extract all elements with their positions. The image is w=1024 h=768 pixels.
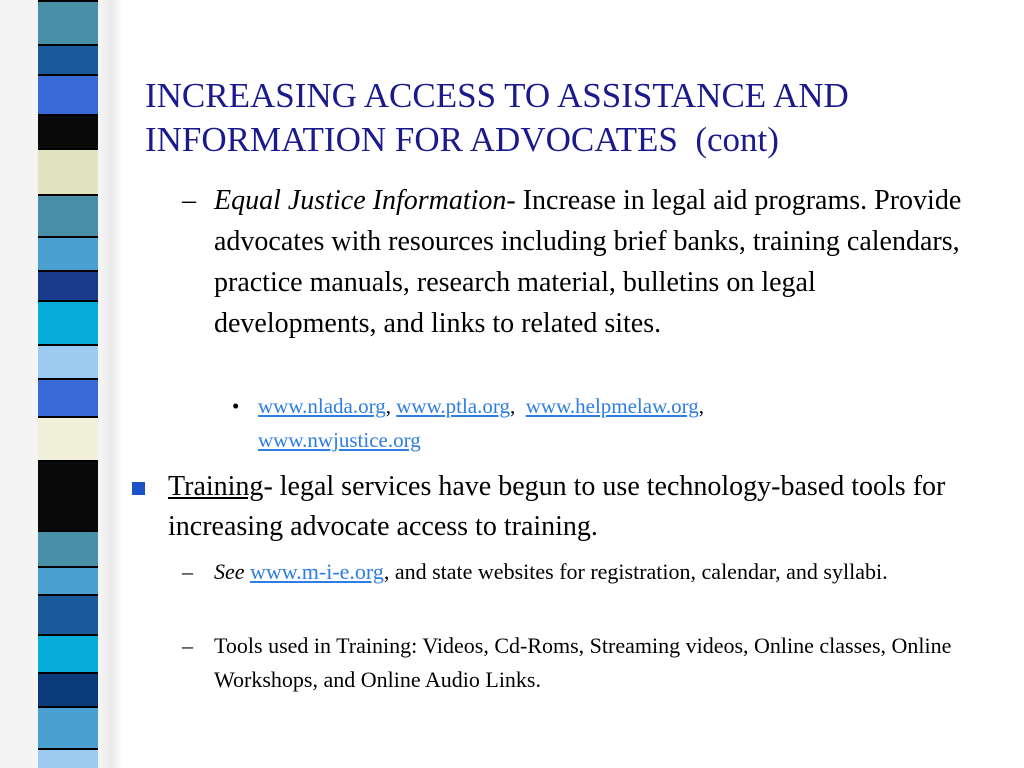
see-label: See — [214, 559, 245, 584]
training-item — [130, 467, 990, 547]
equal-justice-item — [182, 180, 982, 344]
color-bar-segment — [38, 300, 98, 344]
color-bar-segment — [38, 594, 98, 634]
dash-bullet: – — [182, 633, 193, 658]
link-helpmelaw[interactable]: www.helpmelaw.org — [525, 394, 699, 418]
color-bar-segment — [38, 378, 98, 416]
slide-title — [145, 74, 1005, 162]
color-bar-segment — [38, 114, 98, 148]
training-body: - legal services have begun to use technology-based tools for increasing advocate access to training. — [168, 471, 946, 542]
training-see-rest: , and state websites for registration, calendar, and syllabi. — [383, 559, 888, 584]
equal-justice-heading: Equal Justice Information — [214, 185, 507, 216]
square-bullet-icon — [132, 482, 145, 495]
color-bar-segment — [38, 74, 98, 114]
color-bar-segment — [38, 270, 98, 300]
color-bar-segment — [38, 236, 98, 270]
dash-bullet: – — [182, 185, 196, 216]
separator: , — [385, 394, 391, 418]
link-nwjustice[interactable]: www.nwjustice.org — [258, 428, 421, 452]
links-text — [258, 389, 992, 457]
dot-bullet: • — [232, 394, 240, 418]
title-line-2: INFORMATION FOR ADVOCATES — [145, 120, 678, 159]
color-bar-segment — [38, 530, 98, 566]
title-line-1: INCREASING ACCESS TO ASSISTANCE AND — [145, 76, 849, 115]
training-see-item — [182, 555, 982, 589]
link-nlada[interactable]: www.nlada.org — [258, 394, 386, 418]
color-bar-segment — [38, 748, 98, 768]
link-ptla[interactable]: www.ptla.org — [396, 394, 510, 418]
dash-bullet: – — [182, 559, 193, 584]
training-heading: Training — [168, 471, 264, 502]
color-bar-segment — [38, 566, 98, 594]
training-tools-text: Tools used in Training: Videos, Cd-Roms, Streaming videos, Online classes, Online Workshops, and Online Audio Links. — [214, 633, 952, 692]
color-bar-segment — [38, 672, 98, 706]
separator: , — [698, 394, 704, 418]
color-bar-segment — [38, 634, 98, 672]
color-bar-segment — [38, 460, 98, 530]
training-tools-item — [182, 629, 982, 697]
training-see-text — [214, 555, 982, 589]
color-bar-segment — [38, 148, 98, 194]
color-bar-segment — [38, 416, 98, 460]
title-suffix: (cont) — [695, 120, 779, 159]
equal-justice-links-item — [232, 389, 992, 457]
color-bar-segment — [38, 344, 98, 378]
separator: , — [509, 394, 516, 418]
link-mie[interactable]: www.m-i-e.org — [250, 559, 384, 584]
decorative-color-bars — [38, 0, 98, 768]
color-bar-segment — [38, 706, 98, 748]
color-bar-segment — [38, 44, 98, 74]
training-text — [168, 467, 990, 547]
color-bar-segment — [38, 0, 98, 44]
equal-justice-body: - Increase in legal aid programs. Provide advocates with resources including brief banks, training calendars, practice manuals, research material, bulletins on legal developments, and links to related sites. — [214, 185, 962, 339]
equal-justice-text — [214, 180, 982, 344]
color-bar-segment — [38, 194, 98, 236]
